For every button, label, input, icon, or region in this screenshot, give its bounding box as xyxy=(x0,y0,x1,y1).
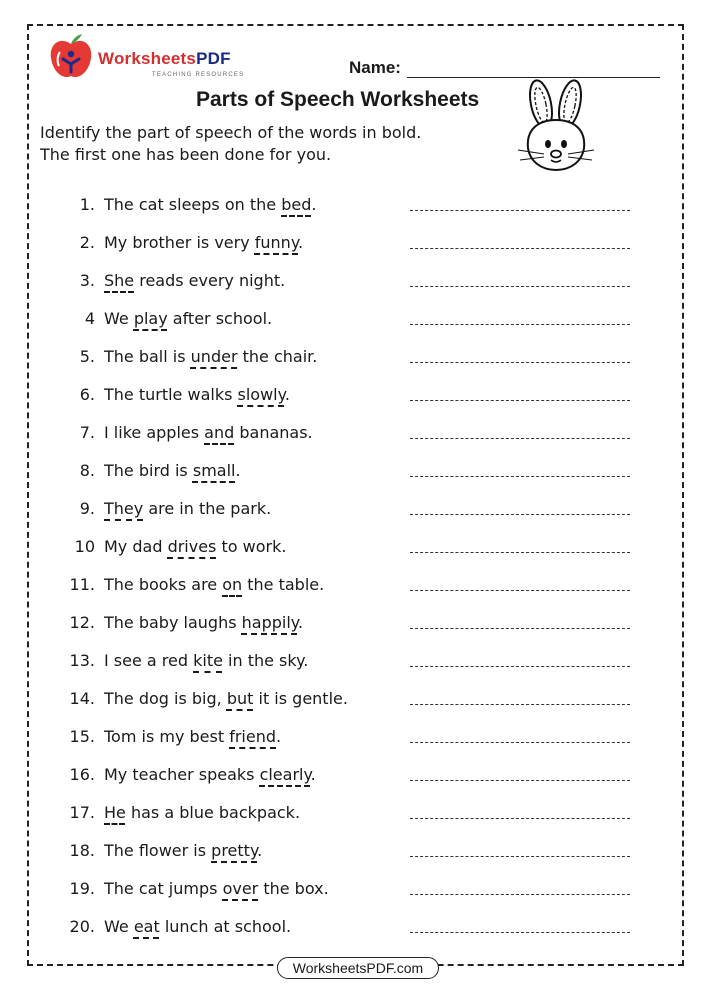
question-sentence xyxy=(104,689,348,708)
sentence-before: We xyxy=(104,309,134,328)
answer-blank[interactable] xyxy=(410,818,630,819)
target-word: They xyxy=(104,499,144,518)
sentence-after: the box. xyxy=(258,879,329,898)
target-word: She xyxy=(104,271,135,290)
question-number: 6. xyxy=(79,385,95,404)
answer-blank[interactable] xyxy=(410,666,630,667)
question-sentence xyxy=(104,879,329,898)
question-sentence xyxy=(104,271,285,290)
page-title: Parts of Speech Worksheets xyxy=(196,88,480,111)
worksheetspdf-logo[interactable] xyxy=(48,32,248,84)
sentence-after: has a blue backpack. xyxy=(125,803,301,822)
sentence-after: bananas. xyxy=(234,423,313,442)
question-number: 10 xyxy=(74,537,95,556)
question-sentence xyxy=(104,499,271,518)
sentence-after: in the sky. xyxy=(222,651,309,670)
sentence-after: . xyxy=(310,765,316,784)
question-number: 18. xyxy=(69,841,95,860)
target-word: funny xyxy=(254,233,299,252)
question-number: 16. xyxy=(69,765,95,784)
target-word: clearly xyxy=(259,765,311,784)
question-row xyxy=(0,385,707,415)
question-row xyxy=(0,233,707,263)
question-number: 12. xyxy=(69,613,95,632)
target-word: He xyxy=(104,803,126,822)
question-number: 2. xyxy=(79,233,95,252)
target-word: small xyxy=(192,461,236,480)
answer-blank[interactable] xyxy=(410,324,630,325)
question-sentence xyxy=(104,803,300,822)
question-row xyxy=(0,689,707,719)
sentence-before: We xyxy=(104,917,134,936)
sentence-after: . xyxy=(257,841,263,860)
instruction-line-2: The first one has been done for you. xyxy=(40,145,332,164)
sentence-after: . xyxy=(298,233,304,252)
question-row xyxy=(0,651,707,681)
answer-blank[interactable] xyxy=(410,856,630,857)
question-row xyxy=(0,575,707,605)
bunny-icon xyxy=(508,78,608,178)
answer-blank[interactable] xyxy=(410,628,630,629)
sentence-before: The flower is xyxy=(104,841,212,860)
question-sentence xyxy=(104,309,272,328)
apple-icon xyxy=(48,32,94,82)
sentence-after: after school. xyxy=(167,309,273,328)
sentence-after: the table. xyxy=(242,575,325,594)
sentence-after: . xyxy=(276,727,282,746)
answer-blank[interactable] xyxy=(410,476,630,477)
answer-blank[interactable] xyxy=(410,932,630,933)
question-row xyxy=(0,271,707,301)
brand-tagline: TEACHING RESOURCES xyxy=(152,72,245,78)
question-sentence xyxy=(104,461,241,480)
question-number: 9. xyxy=(79,499,95,518)
question-sentence xyxy=(104,613,303,632)
name-label: Name: xyxy=(349,58,401,77)
question-row xyxy=(0,537,707,567)
sentence-before: The cat sleeps on the xyxy=(104,195,282,214)
sentence-before: The ball is xyxy=(104,347,191,366)
answer-blank[interactable] xyxy=(410,894,630,895)
question-row xyxy=(0,803,707,833)
question-sentence xyxy=(104,727,281,746)
sentence-before: The baby laughs xyxy=(104,613,242,632)
question-row xyxy=(0,347,707,377)
question-sentence xyxy=(104,575,324,594)
instruction-line-1: Identify the part of speech of the words in bold. xyxy=(40,123,422,142)
question-sentence xyxy=(104,233,303,252)
target-word: under xyxy=(190,347,238,366)
sentence-before: I see a red xyxy=(104,651,194,670)
question-sentence xyxy=(104,385,290,404)
answer-blank[interactable] xyxy=(410,362,630,363)
sentence-before: My brother is very xyxy=(104,233,255,252)
target-word: bed xyxy=(281,195,312,214)
sentence-before: The bird is xyxy=(104,461,193,480)
sentence-before: I like apples xyxy=(104,423,205,442)
target-word: over xyxy=(222,879,259,898)
target-word: and xyxy=(204,423,235,442)
question-row xyxy=(0,727,707,757)
sentence-after: . xyxy=(235,461,241,480)
answer-blank[interactable] xyxy=(410,248,630,249)
sentence-after: reads every night. xyxy=(134,271,286,290)
question-row xyxy=(0,613,707,643)
target-word: pretty xyxy=(211,841,258,860)
question-row xyxy=(0,499,707,529)
target-word: kite xyxy=(193,651,223,670)
question-row xyxy=(0,309,707,339)
question-row xyxy=(0,195,707,225)
question-number: 4 xyxy=(84,309,95,328)
question-sentence xyxy=(104,347,317,366)
answer-blank[interactable] xyxy=(410,514,630,515)
target-word: slowly xyxy=(237,385,285,404)
answer-blank[interactable] xyxy=(410,438,630,439)
question-row xyxy=(0,879,707,909)
answer-blank[interactable] xyxy=(410,780,630,781)
question-number: 11. xyxy=(69,575,95,594)
question-sentence xyxy=(104,841,262,860)
target-word: happily xyxy=(241,613,298,632)
answer-blank[interactable] xyxy=(410,552,630,553)
target-word: play xyxy=(133,309,168,328)
question-number: 13. xyxy=(69,651,95,670)
sentence-after: it is gentle. xyxy=(253,689,348,708)
question-sentence xyxy=(104,423,313,442)
question-number: 7. xyxy=(79,423,95,442)
question-number: 3. xyxy=(79,271,95,290)
question-number: 1. xyxy=(79,195,95,214)
sentence-after: . xyxy=(297,613,304,632)
sentence-after: are in the park. xyxy=(143,499,272,518)
question-number: 5. xyxy=(79,347,95,366)
question-number: 17. xyxy=(69,803,95,822)
answer-blank[interactable] xyxy=(410,704,630,705)
question-number: 19. xyxy=(69,879,95,898)
sentence-before: My dad xyxy=(104,537,168,556)
sentence-after: to work. xyxy=(216,537,287,556)
question-row xyxy=(0,841,707,871)
question-number: 14. xyxy=(69,689,95,708)
answer-blank[interactable] xyxy=(410,590,630,591)
question-sentence xyxy=(104,195,316,214)
target-word: on xyxy=(222,575,243,594)
answer-blank[interactable] xyxy=(410,400,630,401)
sentence-before: Tom is my best xyxy=(104,727,230,746)
question-row xyxy=(0,461,707,491)
question-sentence xyxy=(104,765,316,784)
question-sentence xyxy=(104,537,286,556)
question-number: 15. xyxy=(69,727,95,746)
sentence-after: the chair. xyxy=(237,347,318,366)
sentence-before: The cat jumps xyxy=(104,879,223,898)
footer-url[interactable]: WorksheetsPDF.com xyxy=(277,957,439,979)
question-row xyxy=(0,765,707,795)
target-word: but xyxy=(226,689,254,708)
answer-blank[interactable] xyxy=(410,210,630,211)
answer-blank[interactable] xyxy=(410,742,630,743)
sentence-before: The dog is big, xyxy=(104,689,227,708)
sentence-before: The books are xyxy=(104,575,223,594)
question-number: 8. xyxy=(79,461,95,480)
brand-name: WorksheetsPDF xyxy=(98,49,231,68)
answer-blank[interactable] xyxy=(410,286,630,287)
sentence-after: . xyxy=(311,195,317,214)
sentence-after: lunch at school. xyxy=(159,917,292,936)
question-row xyxy=(0,423,707,453)
sentence-before: The turtle walks xyxy=(104,385,238,404)
question-sentence xyxy=(104,917,291,936)
target-word: eat xyxy=(133,917,160,936)
target-word: drives xyxy=(167,537,217,556)
target-word: friend xyxy=(229,727,277,746)
question-number: 20. xyxy=(69,917,95,936)
question-row xyxy=(0,917,707,947)
sentence-after: . xyxy=(284,385,290,404)
sentence-before: My teacher speaks xyxy=(104,765,260,784)
question-sentence xyxy=(104,651,308,670)
